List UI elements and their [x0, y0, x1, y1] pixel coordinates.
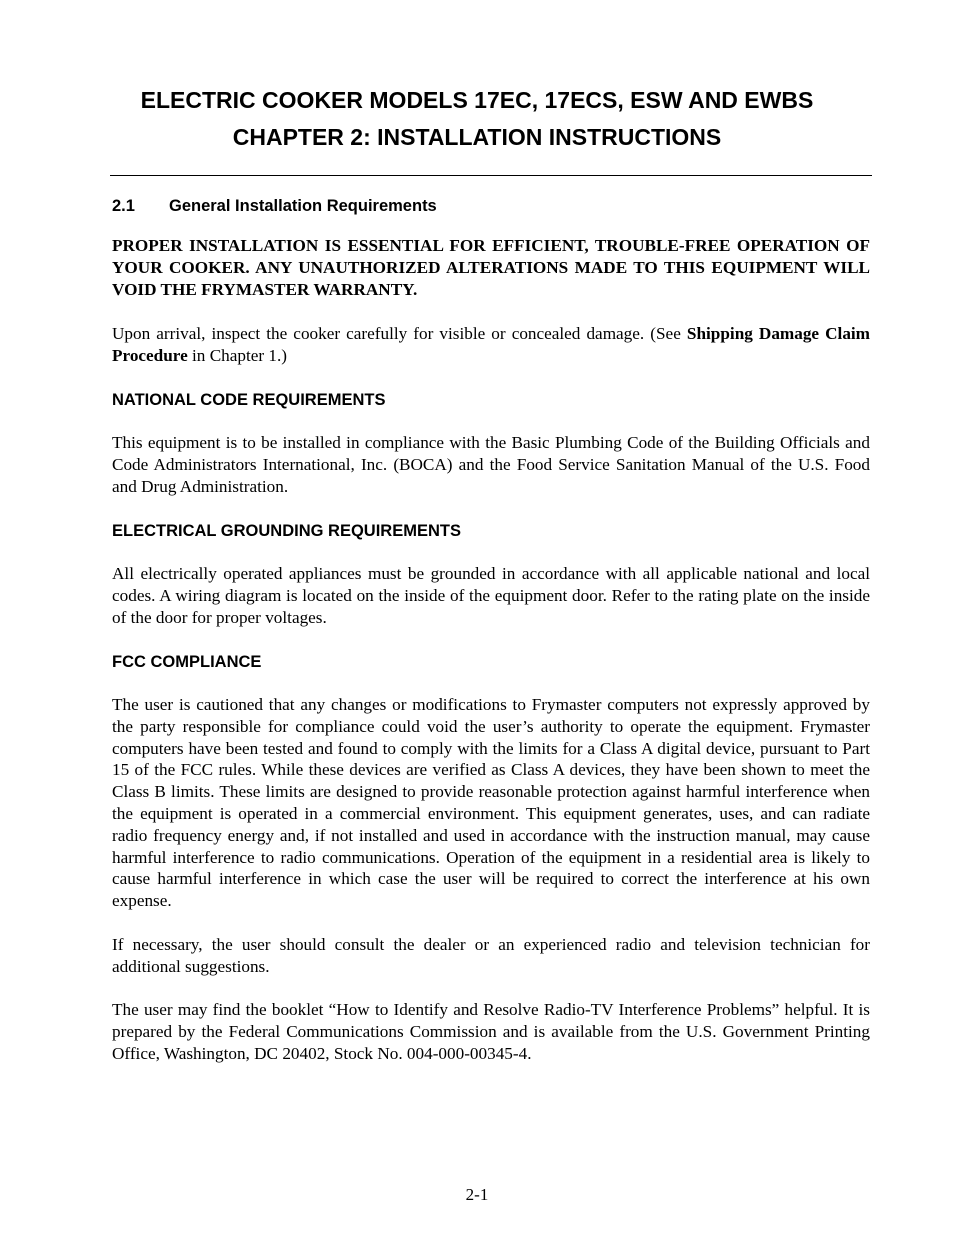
installation-warning: PROPER INSTALLATION IS ESSENTIAL FOR EFFICIENT, TROUBLE-FREE OPERATION OF YOUR COOKER. ANY UNAUTHORIZED ALTERATIONS MADE TO THIS EQUIPMENT WILL VOID THE FRYMASTER WARRANTY.	[112, 236, 870, 299]
page-number: 2-1	[465, 1185, 489, 1204]
document-title-line-1: ELECTRIC COOKER MODELS 17EC, 17ECS, ESW AND EWBS	[140, 87, 814, 113]
chapter-title: CHAPTER 2: INSTALLATION INSTRUCTIONS	[232, 124, 722, 150]
fcc-paragraph-3: The user may find the booklet “How to Identify and Resolve Radio-TV Interference Problems” helpful. It is prepared by the Federal Communications Commission and is available from the U.S. Government Printing Office, Washington, DC 20402, Stock No. 004-000-00345-4.	[112, 1000, 870, 1063]
section-number: 2.1	[112, 197, 135, 215]
arrival-inspection-paragraph	[112, 323, 870, 367]
grounding-paragraph: All electrically operated appliances must be grounded in accordance with all applicable national and local codes. A wiring diagram is located on the inside of the equipment door. Refer to the rating plate on the inside of the door for proper voltages.	[112, 564, 870, 627]
arrival-text-end: in Chapter 1.)	[187, 345, 288, 365]
fcc-paragraph-1: The user is cautioned that any changes or modifications to Frymaster computers not expressly approved by the party responsible for compliance could void the user’s authority to operate the equipment. Frymaster computers have been tested and found to comply with the limits for a Class A digital device, pursuant to Part 15 of the FCC rules. While these devices are verified as Class A devices, they have been shown to meet the Class B limits. These limits are designed to provide reasonable protection against harmful interference when the equipment is operated in a commercial environment. This equipment generates, uses, and can radiate radio frequency energy and, if not installed and used in accordance with the instruction manual, may cause harmful interference to radio communications. Operation of the equipment in a residential area is likely to cause harmful interference in which case the user will be required to correct the interference at his own expense.	[112, 695, 870, 911]
header-divider	[110, 175, 872, 176]
fcc-heading: FCC COMPLIANCE	[112, 653, 262, 671]
section-title: General Installation Requirements	[169, 197, 437, 215]
section-heading-2-1	[112, 196, 437, 216]
shipping-damage-reference: Shipping Damage Claim Procedure	[112, 324, 871, 365]
grounding-heading: ELECTRICAL GROUNDING REQUIREMENTS	[112, 522, 461, 540]
national-code-paragraph: This equipment is to be installed in compliance with the Basic Plumbing Code of the Building Officials and Code Administrators International, Inc. (BOCA) and the Food Service Sanitation Manual of the U.S. Food and Drug Administration.	[112, 433, 870, 496]
fcc-paragraph-2: If necessary, the user should consult the dealer or an experienced radio and television technician for additional suggestions.	[112, 935, 870, 976]
arrival-text-start: Upon arrival, inspect the cooker carefully for visible or concealed damage. (See	[112, 324, 687, 343]
national-code-heading: NATIONAL CODE REQUIREMENTS	[112, 391, 386, 409]
